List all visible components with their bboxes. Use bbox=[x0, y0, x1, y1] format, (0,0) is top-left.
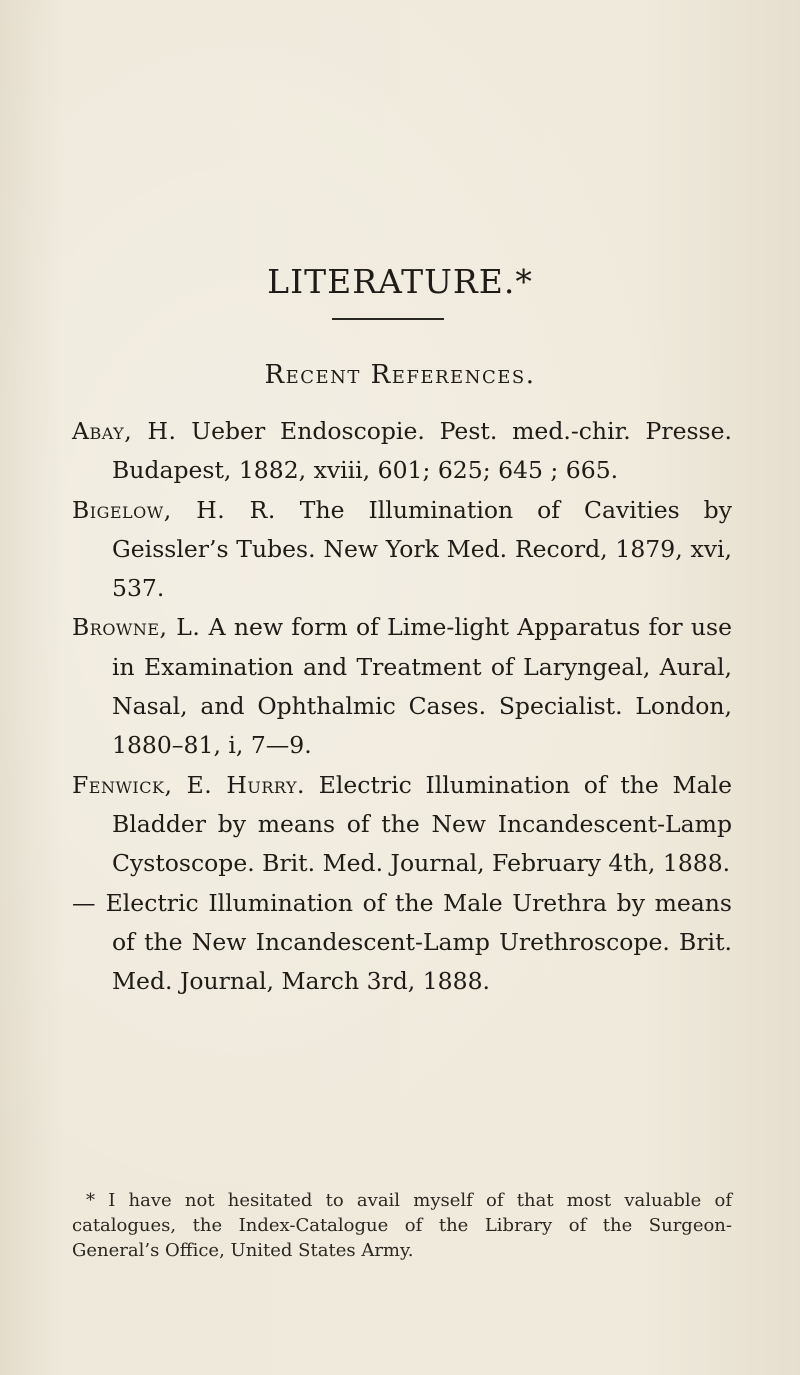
title-divider bbox=[332, 318, 444, 320]
reference-author: Bigelow, H. R. bbox=[72, 495, 276, 524]
reference-author: Browne, L. bbox=[72, 613, 201, 642]
reference-text: Ueber Endoscopie. Pest. med.-chir. Presse. Budapest, 1882, xviii, 601; 625; 645 ; 665. bbox=[112, 417, 732, 485]
section-subtitle: Recent References. bbox=[264, 360, 536, 390]
reference-entry bbox=[72, 608, 732, 765]
footnote: * I have not hesitated to avail myself of that most valuable of catalogues, the Index-Catalogue of the Library of the Surgeon-General’s Office, United States Army. bbox=[72, 1190, 732, 1261]
page-title: LITERATURE.* bbox=[267, 262, 533, 301]
reference-text: Electric Illumination of the Male Urethra by means of the New Incandescent-Lamp Urethroscope. Brit. Med. Journal, March 3rd, 1888. bbox=[96, 888, 732, 996]
reference-author-dash: — bbox=[72, 888, 96, 917]
reference-entry bbox=[72, 412, 732, 491]
reference-text: The Illumination of Cavities by Geissler’s Tubes. New York Med. Record, 1879, xvi, 537. bbox=[112, 495, 732, 603]
reference-text: Electric Illumination of the Male Bladder by means of the New Incandescent-Lamp Cystoscope. Brit. Med. Journal, February 4th, 1888. bbox=[112, 770, 732, 878]
reference-list bbox=[72, 412, 732, 1001]
reference-entry bbox=[72, 766, 732, 884]
reference-author: Abay, H. bbox=[72, 417, 177, 445]
reference-entry bbox=[72, 884, 732, 1002]
reference-entry bbox=[72, 491, 732, 609]
reference-text: A new form of Lime-light Apparatus for use in Examination and Treatment of Laryngeal, Aural, Nasal, and Ophthalmic Cases. Specialist. London, 1880–81, i, 7—9. bbox=[112, 613, 732, 760]
reference-author: Fenwick, E. Hurry. bbox=[72, 770, 306, 799]
